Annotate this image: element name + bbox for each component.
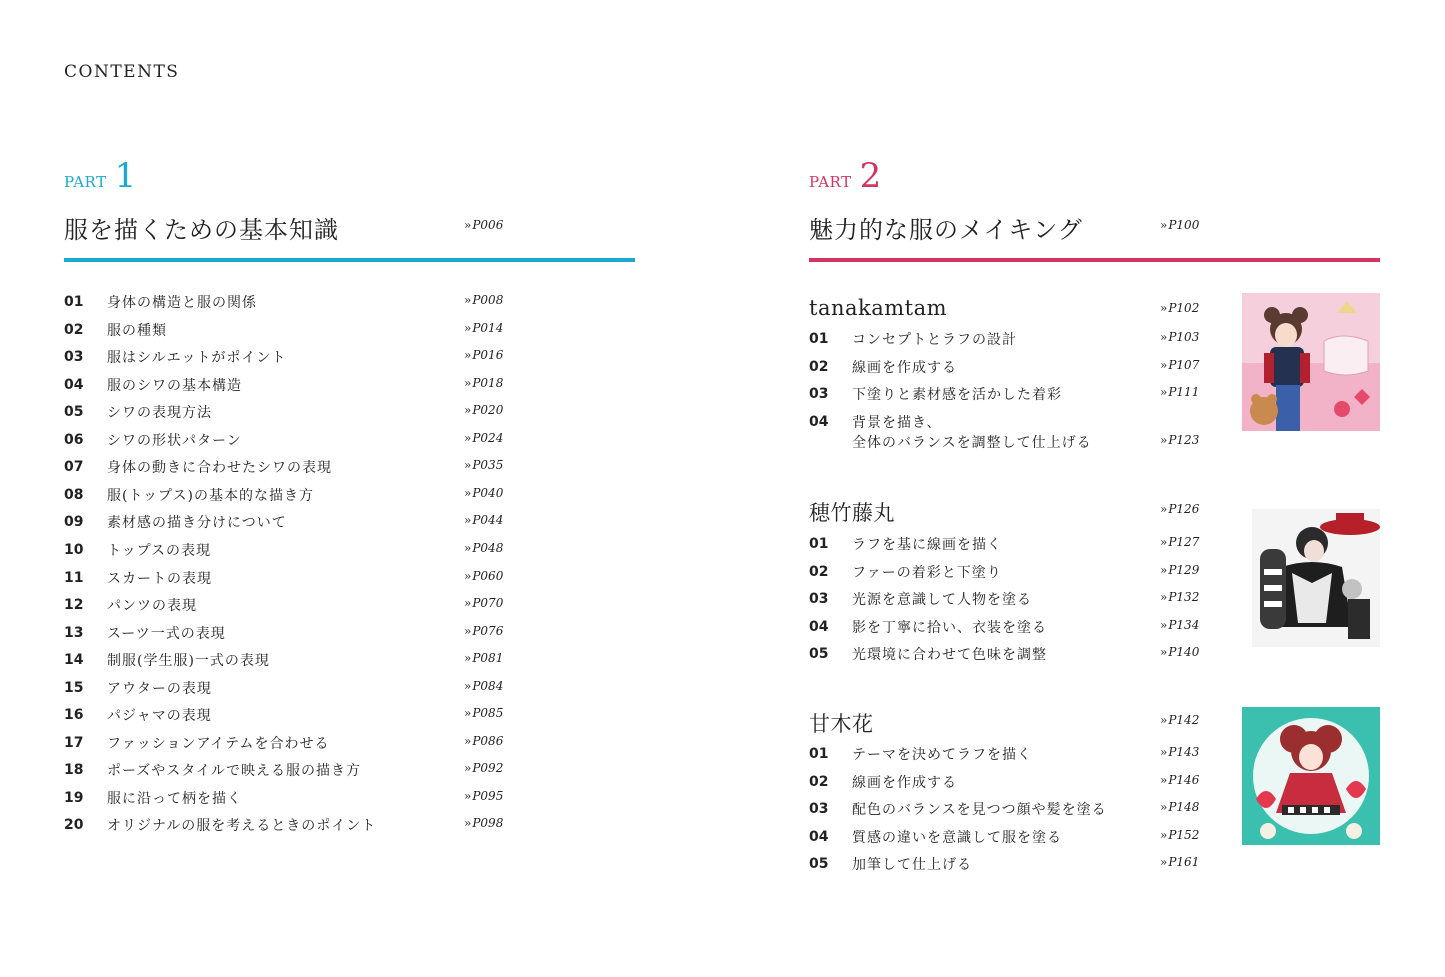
page-ref[interactable] xyxy=(464,376,503,390)
page-ref[interactable] xyxy=(1160,535,1199,549)
artist-name: tanakamtam xyxy=(809,296,948,320)
double-chevron-right-icon: » xyxy=(464,320,472,335)
toc-item-number: 09 xyxy=(64,514,84,531)
toc-row[interactable] xyxy=(64,678,212,698)
toc-row[interactable] xyxy=(64,788,242,808)
toc-row-continuation xyxy=(852,432,1092,452)
page-ref[interactable] xyxy=(1160,433,1199,447)
page-ref[interactable] xyxy=(464,293,503,307)
toc-row[interactable] xyxy=(809,534,1002,554)
page-number: P102 xyxy=(1168,301,1200,315)
toc-row[interactable] xyxy=(809,329,1017,349)
page-ref[interactable] xyxy=(464,679,503,693)
page-number: P098 xyxy=(472,816,504,831)
page-ref[interactable] xyxy=(1160,330,1199,344)
double-chevron-right-icon: » xyxy=(464,651,472,666)
toc-item-number: 01 xyxy=(809,331,829,347)
page-ref[interactable] xyxy=(464,789,503,803)
toc-item-number: 05 xyxy=(64,404,84,421)
page-ref[interactable] xyxy=(464,596,503,610)
part2-page[interactable] xyxy=(1160,218,1199,232)
page-ref[interactable] xyxy=(1160,713,1199,727)
double-chevron-right-icon: » xyxy=(464,623,472,638)
double-chevron-right-icon: » xyxy=(1160,562,1168,577)
double-chevron-right-icon: » xyxy=(464,761,472,776)
toc-item-title: ポーズやスタイルで映える服の描き方 xyxy=(107,763,362,780)
toc-item-number: 03 xyxy=(809,801,829,818)
page-number: P076 xyxy=(472,623,504,638)
toc-item-number: 15 xyxy=(64,679,84,696)
page-ref[interactable] xyxy=(1160,828,1199,842)
page-ref[interactable] xyxy=(1160,358,1199,372)
toc-row[interactable] xyxy=(809,589,1032,609)
illustration-image xyxy=(1242,293,1380,431)
page-ref[interactable] xyxy=(1160,855,1199,869)
page-ref[interactable] xyxy=(464,458,503,472)
toc-item-title: コンセプトとラフの設計 xyxy=(852,332,1017,348)
double-chevron-right-icon: » xyxy=(464,218,472,232)
double-chevron-right-icon: » xyxy=(1160,713,1168,727)
toc-item-title: パジャマの表現 xyxy=(107,708,212,725)
page-ref[interactable] xyxy=(464,816,503,830)
toc-row[interactable] xyxy=(64,705,212,725)
page-ref[interactable] xyxy=(1160,645,1199,659)
toc-row[interactable] xyxy=(64,815,376,835)
double-chevron-right-icon: » xyxy=(1160,502,1168,516)
toc-item-title: ラフを基に線画を描く xyxy=(852,537,1002,553)
page-number: P111 xyxy=(1168,385,1200,400)
toc-item-title: 服に沿って柄を描く xyxy=(107,790,242,807)
double-chevron-right-icon: » xyxy=(1160,357,1168,372)
toc-row[interactable] xyxy=(64,485,314,505)
artwork-thumbnail-hotake-fujimaru[interactable] xyxy=(1252,509,1380,647)
toc-item-number: 04 xyxy=(64,376,84,393)
toc-item-number: 02 xyxy=(809,358,829,375)
double-chevron-right-icon: » xyxy=(1160,617,1168,632)
page-number: P035 xyxy=(472,458,504,473)
page-ref[interactable] xyxy=(464,348,503,362)
double-chevron-right-icon: » xyxy=(464,348,472,363)
toc-item-title: 影を丁寧に拾い、衣装を塗る xyxy=(852,619,1047,636)
page-ref[interactable] xyxy=(464,761,503,775)
double-chevron-right-icon: » xyxy=(464,430,472,445)
page-ref[interactable] xyxy=(1160,563,1199,577)
page-number: P103 xyxy=(1168,330,1200,344)
toc-item-number: 01 xyxy=(809,746,829,762)
toc-row[interactable] xyxy=(809,357,957,377)
toc-item-title: トップスの表現 xyxy=(107,542,212,559)
page-number: P044 xyxy=(472,513,504,528)
toc-item-title: 背景を描き、 xyxy=(852,414,942,431)
page-number: P008 xyxy=(472,293,504,307)
toc-row[interactable] xyxy=(809,644,1047,664)
toc-item-title: 制服(学生服)一式の表現 xyxy=(107,653,270,670)
part2-number: 2 xyxy=(859,156,882,196)
part2-page-number: P100 xyxy=(1168,218,1200,232)
toc-item-title: 服のシワの基本構造 xyxy=(107,377,242,394)
toc-row[interactable] xyxy=(64,512,287,532)
page-number: P132 xyxy=(1168,590,1200,605)
toc-item-title: オリジナルの服を考えるときのポイント xyxy=(107,818,377,835)
toc-item-title: 質感の違いを意識して服を塗る xyxy=(852,829,1062,846)
double-chevron-right-icon: » xyxy=(464,706,472,721)
page-number: P152 xyxy=(1168,827,1200,842)
toc-item-title: テーマを決めてラフを描く xyxy=(852,747,1032,763)
toc-item-number: 11 xyxy=(64,569,84,586)
toc-item-number: 20 xyxy=(64,817,84,834)
toc-item-number: 14 xyxy=(64,652,84,669)
double-chevron-right-icon: » xyxy=(464,513,472,528)
toc-item-title: 光環境に合わせて色味を調整 xyxy=(852,647,1047,664)
page-number: P142 xyxy=(1168,713,1200,727)
toc-item-title: 全体のバランスを調整して仕上げる xyxy=(852,434,1092,451)
toc-item-number: 01 xyxy=(809,536,829,552)
page-number: P143 xyxy=(1168,745,1200,759)
toc-item-number: 03 xyxy=(64,349,84,366)
toc-item-number: 03 xyxy=(809,591,829,608)
page-number: P126 xyxy=(1168,502,1200,516)
artist-name: 甘木花 xyxy=(809,712,874,736)
page-ref[interactable] xyxy=(464,513,503,527)
page-number: P040 xyxy=(472,485,504,500)
toc-item-title: 光源を意識して人物を塗る xyxy=(852,592,1032,609)
toc-row[interactable] xyxy=(809,854,972,874)
page-ref[interactable] xyxy=(1160,618,1199,632)
toc-row[interactable] xyxy=(809,412,941,432)
page-ref[interactable] xyxy=(464,734,503,748)
double-chevron-right-icon: » xyxy=(1160,590,1168,605)
page-ref[interactable] xyxy=(464,486,503,500)
page-number: P024 xyxy=(472,430,504,445)
toc-item-title: ファッションアイテムを合わせる xyxy=(107,735,330,752)
toc-item-title: パンツの表現 xyxy=(107,598,197,615)
toc-item-number: 18 xyxy=(64,762,84,779)
toc-row[interactable] xyxy=(809,772,957,792)
page-number: P018 xyxy=(472,375,504,390)
page-ref[interactable] xyxy=(1160,385,1199,399)
double-chevron-right-icon: » xyxy=(1160,432,1168,447)
double-chevron-right-icon: » xyxy=(464,568,472,583)
toc-item-title: スーツ一式の表現 xyxy=(107,625,226,642)
double-chevron-right-icon: » xyxy=(464,816,472,831)
part1-heading xyxy=(64,156,136,196)
page-ref[interactable] xyxy=(1160,745,1199,759)
double-chevron-right-icon: » xyxy=(464,733,472,748)
page-ref[interactable] xyxy=(464,431,503,445)
toc-row[interactable] xyxy=(64,733,329,753)
part1-page-number: P006 xyxy=(472,218,504,232)
toc-item-title: 素材感の描き分けについて xyxy=(107,515,287,532)
toc-row[interactable] xyxy=(809,562,1002,582)
toc-row[interactable] xyxy=(64,375,242,395)
page-number: P060 xyxy=(472,568,504,583)
toc-row[interactable] xyxy=(64,540,211,560)
toc-item-title: シワの形状パターン xyxy=(107,432,242,449)
toc-item-number: 02 xyxy=(64,321,84,338)
toc-row[interactable] xyxy=(64,623,226,643)
double-chevron-right-icon: » xyxy=(1160,301,1168,315)
double-chevron-right-icon: » xyxy=(1160,330,1168,344)
double-chevron-right-icon: » xyxy=(464,788,472,803)
toc-item-number: 05 xyxy=(809,646,829,663)
artwork-thumbnail-tanakamtam[interactable] xyxy=(1242,293,1380,431)
toc-row[interactable] xyxy=(64,320,167,340)
page-ref[interactable] xyxy=(464,624,503,638)
toc-item-title: 下塗りと素材感を活かした着彩 xyxy=(852,387,1062,404)
part1-title: 服を描くための基本知識 xyxy=(64,216,339,244)
toc-row[interactable] xyxy=(64,402,212,422)
page-ref[interactable] xyxy=(464,403,503,417)
toc-row[interactable] xyxy=(809,384,1062,404)
double-chevron-right-icon: » xyxy=(464,678,472,693)
toc-row[interactable] xyxy=(64,430,242,450)
artist-name: 穂竹藤丸 xyxy=(809,501,895,525)
page-number: P140 xyxy=(1168,645,1200,660)
double-chevron-right-icon: » xyxy=(1160,645,1168,660)
page-number: P161 xyxy=(1168,855,1200,870)
toc-item-title: 配色のバランスを見つつ顔や髪を塗る xyxy=(852,802,1107,819)
toc-item-number: 07 xyxy=(64,459,84,476)
part2-title: 魅力的な服のメイキング xyxy=(809,216,1083,244)
toc-item-number: 17 xyxy=(64,734,84,751)
page-number: P134 xyxy=(1168,617,1200,632)
toc-item-number: 05 xyxy=(809,856,829,873)
toc-row[interactable] xyxy=(64,568,212,588)
illustration-image xyxy=(1242,707,1380,845)
toc-row[interactable] xyxy=(809,617,1047,637)
toc-item-number: 04 xyxy=(809,828,829,845)
double-chevron-right-icon: » xyxy=(464,293,472,307)
toc-item-title: 加筆して仕上げる xyxy=(852,857,972,874)
page-number: P092 xyxy=(472,761,504,776)
page-ref[interactable] xyxy=(1160,590,1199,604)
toc-item-number: 08 xyxy=(64,486,84,503)
toc-row[interactable] xyxy=(64,650,270,670)
double-chevron-right-icon: » xyxy=(464,458,472,473)
page-ref[interactable] xyxy=(1160,773,1199,787)
illustration-image xyxy=(1252,509,1380,647)
page-ref[interactable] xyxy=(464,706,503,720)
double-chevron-right-icon: » xyxy=(464,403,472,418)
double-chevron-right-icon: » xyxy=(1160,855,1168,870)
double-chevron-right-icon: » xyxy=(1160,800,1168,815)
part1-number: 1 xyxy=(114,156,137,196)
double-chevron-right-icon: » xyxy=(464,540,472,555)
toc-item-title: ファーの着彩と下塗り xyxy=(852,564,1002,581)
toc-item-title: 線画を作成する xyxy=(852,359,957,376)
toc-item-number: 02 xyxy=(809,563,829,580)
toc-item-title: アウターの表現 xyxy=(107,680,212,697)
double-chevron-right-icon: » xyxy=(1160,218,1168,232)
toc-item-number: 16 xyxy=(64,707,84,724)
double-chevron-right-icon: » xyxy=(1160,535,1168,549)
toc-item-number: 04 xyxy=(809,413,829,430)
page-number: P127 xyxy=(1168,535,1200,549)
page-number: P084 xyxy=(472,678,504,693)
toc-row[interactable] xyxy=(64,292,257,312)
double-chevron-right-icon: » xyxy=(464,375,472,390)
toc-row[interactable] xyxy=(64,760,361,780)
part1-page[interactable] xyxy=(464,218,503,232)
toc-row[interactable] xyxy=(64,457,332,477)
toc-item-number: 10 xyxy=(64,541,84,558)
double-chevron-right-icon: » xyxy=(464,485,472,500)
page-ref[interactable] xyxy=(1160,502,1199,516)
page-number: P085 xyxy=(472,706,504,721)
page-number: P095 xyxy=(472,788,504,803)
part1-divider xyxy=(64,258,635,262)
page-header-title: CONTENTS xyxy=(64,62,180,82)
page-ref[interactable] xyxy=(464,651,503,665)
toc-item-title: 服の種類 xyxy=(107,322,167,339)
toc-row[interactable] xyxy=(809,827,1062,847)
page-number: P146 xyxy=(1168,772,1200,787)
page-number: P086 xyxy=(472,733,504,748)
toc-item-title: 身体の構造と服の関係 xyxy=(107,295,257,311)
double-chevron-right-icon: » xyxy=(1160,385,1168,400)
toc-item-number: 03 xyxy=(809,386,829,403)
toc-item-title: 線画を作成する xyxy=(852,774,957,791)
page-ref[interactable] xyxy=(464,569,503,583)
page-number: P148 xyxy=(1168,800,1200,815)
part2-heading xyxy=(809,156,881,196)
page-number: P020 xyxy=(472,403,504,418)
page-ref[interactable] xyxy=(464,321,503,335)
toc-row[interactable] xyxy=(64,347,286,367)
part2-label: PART xyxy=(809,173,852,191)
page-number: P107 xyxy=(1168,357,1200,372)
page-ref[interactable] xyxy=(464,541,503,555)
page-ref[interactable] xyxy=(1160,800,1199,814)
toc-item-number: 12 xyxy=(64,597,84,614)
toc-item-title: シワの表現方法 xyxy=(107,405,212,422)
part1-label: PART xyxy=(64,173,107,191)
page-ref[interactable] xyxy=(1160,301,1199,315)
toc-item-number: 02 xyxy=(809,773,829,790)
toc-item-number: 01 xyxy=(64,294,84,310)
page-number: P048 xyxy=(472,540,504,555)
page-number: P129 xyxy=(1168,562,1200,577)
page-number: P070 xyxy=(472,596,504,611)
toc-row[interactable] xyxy=(64,595,197,615)
part2-divider xyxy=(809,258,1380,262)
double-chevron-right-icon: » xyxy=(1160,772,1168,787)
double-chevron-right-icon: » xyxy=(1160,745,1168,759)
toc-item-number: 13 xyxy=(64,624,84,641)
page-number: P016 xyxy=(472,348,504,363)
toc-item-number: 04 xyxy=(809,618,829,635)
toc-row[interactable] xyxy=(809,744,1032,764)
artwork-thumbnail-amaki-hana[interactable] xyxy=(1242,707,1380,845)
toc-item-title: スカートの表現 xyxy=(107,570,212,587)
page-number: P081 xyxy=(472,651,504,666)
double-chevron-right-icon: » xyxy=(464,596,472,611)
page-number: P123 xyxy=(1168,432,1200,447)
double-chevron-right-icon: » xyxy=(1160,827,1168,842)
toc-item-number: 06 xyxy=(64,431,84,448)
toc-row[interactable] xyxy=(809,799,1107,819)
toc-item-number: 19 xyxy=(64,789,84,806)
toc-item-title: 服はシルエットがポイント xyxy=(107,350,287,367)
toc-item-title: 服(トップス)の基本的な描き方 xyxy=(107,487,314,504)
page-number: P014 xyxy=(472,320,504,335)
toc-item-title: 身体の動きに合わせたシワの表現 xyxy=(107,460,332,477)
